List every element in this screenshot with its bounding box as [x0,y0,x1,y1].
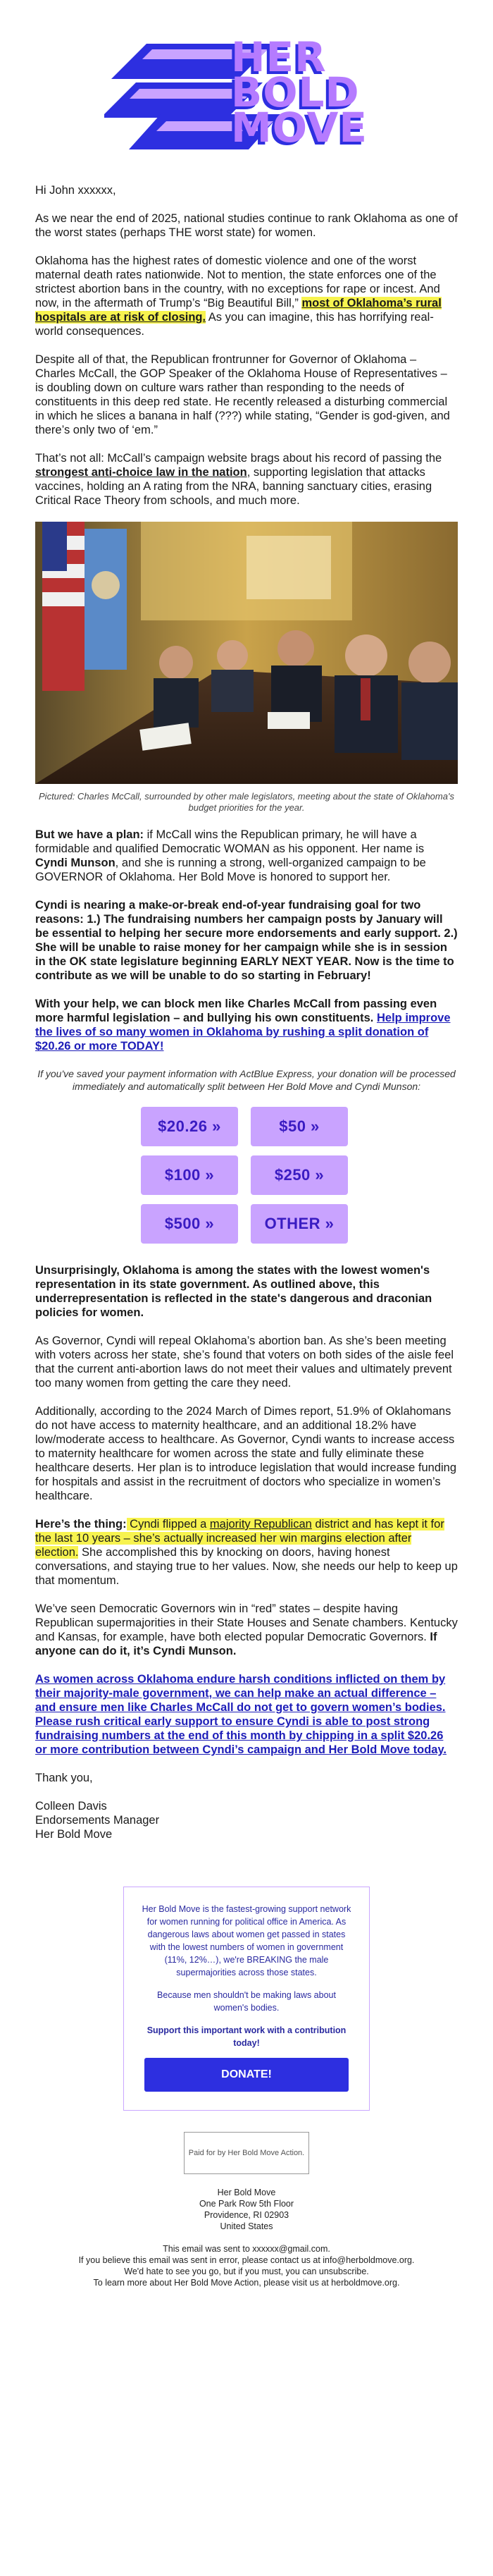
address-line: Providence, RI 02903 [204,2210,289,2220]
legal-footer [0,2243,493,2288]
rural-hospitals-link[interactable]: most of Oklahoma’s rural hospitals are at risk of closing. [35,297,442,324]
paragraph-cta [35,997,458,1053]
donate-50-button[interactable]: $50 » [251,1107,348,1146]
donation-button-grid [141,1107,352,1244]
address-line: United States [220,2221,273,2231]
paragraph-plan [35,828,458,884]
logo-line-1: HER [231,33,327,81]
plan-text-2: , and she is running a strong, well-organized campaign to be GOVERNOR of Oklahoma. Her Bold Move is honored to support her. [35,857,426,883]
photo-illustration [35,522,458,784]
flipped-highlight-2: district and has kept it for the last 10 years – she’s actually increased her win margins election after election. [35,1518,444,1559]
paid-for-disclaimer: Paid for by Her Bold Move Action. [184,2132,309,2174]
split-donation-link[interactable]: Help improve the lives of so many women in Oklahoma by rushing a split donation of $20.26 or more TODAY! [35,1012,451,1053]
address-line: One Park Row 5th Floor [199,2199,294,2209]
footer-donate-button[interactable]: DONATE! [144,2058,349,2092]
majority-republican-link[interactable]: majority Republican [209,1518,312,1531]
mailing-address [0,2187,493,2232]
signature-title: Endorsements Manager [35,1814,160,1827]
paragraph-maternity: Additionally, according to the 2024 March of Dimes report, 51.9% of Oklahomans do not have access to maternity healthcare, and an additional 18.2% have low/moderate access to healthcare. As Governor, Cyndi wants to increase access to maternity healthcare for women across the state and fully eliminate these healthcare deserts. Her plan is to introduce legislation that would increase funding for hospitals and assist in the recruitment of doctors who specialize in women’s healthcare. [35,1405,457,1502]
email-body [0,183,493,1841]
cta-bold: With your help, we can block men like Charles McCall from passing even more harmful legislation – and bullying his own constituents. [35,998,437,1024]
address-line: Her Bold Move [217,2188,276,2197]
paragraph-flipped [35,1517,458,1588]
logo-line-2: BOLD [231,68,360,116]
signature-name: Colleen Davis [35,1800,107,1813]
paragraph-stats [35,254,458,338]
donate-100-button[interactable]: $100 » [141,1155,238,1195]
header-logo-area [0,0,493,183]
legislators-photo [35,522,458,784]
footer-about: Her Bold Move is the fastest-growing support network for women running for political office in America. As dangerous laws about women get passed in states with the lowest numbers of women in government (11%, 12%…), we're BREAKING the male supermajorities across those states. [142,1904,351,1977]
paragraph-representation: Unsurprisingly, Oklahoma is among the states with the lowest women's representation in its state government. As outlined above, this underrepresentation is reflected in the state's dangerous and draconian policies for women. [35,1264,432,1319]
candidate-name: Cyndi Munson [35,857,116,869]
learn-more-line[interactable]: To learn more about Her Bold Move Action, please visit us at herboldmove.org. [93,2278,400,2288]
footer-tagline: Because men shouldn't be making laws about women's bodies. [157,1990,336,2013]
paragraph-intro: As we near the end of 2025, national studies continue to rank Oklahoma as one of the worst states (perhaps THE worst state) for women. [35,212,458,239]
stats-text: Oklahoma has the highest rates of domestic violence and one of the worst maternal death rates nationwide. Not to mention, the state enforces one of the strictest abortion bans in the country, with no exceptions for rape or incest. And now, in the aftermath of Trump’s “Big Beautiful Bill,” [35,254,440,309]
paragraph-mccall: Despite all of that, the Republican frontrunner for Governor of Oklahoma – Charles McCall, the GOP Speaker of the Oklahoma House of Representatives – is doubling down on culture wars rather than responding to the needs of constituents in this deep red state. He recently released a disturbing commercial in which he slices a banana in half (???) while stating, “Gender is god-given, and there’s only two of ‘em.” [35,353,450,436]
anti-choice-law-link[interactable]: strongest anti-choice law in the nation [35,466,247,479]
final-cta-link[interactable]: As women across Oklahoma endure harsh conditions inflicted on them by their majority-male government, we can help make an actual difference – and ensure men like Charles McCall do not get to govern women’s bodies. Please rush critical early support to ensure Cyndi is able to post strong fundraising numbers at the end of this month by chipping in a split $20.26 or more contribution between Cyndi’s campaign and Her Bold Move today. [35,1673,447,1756]
logo-line-3: MOVE [231,104,368,152]
error-contact-line[interactable]: If you believe this email was sent in error, please contact us at info@herboldmove.org. [78,2255,415,2265]
plan-lead: But we have a plan: [35,828,144,841]
greeting: Hi John xxxxxx, [35,184,116,197]
donate-2026-button[interactable]: $20.26 » [141,1107,238,1146]
paragraph-record [35,451,458,508]
flipped-highlight-1: Cyndi flipped a [126,1518,210,1531]
red-states-text: We’ve seen Democratic Governors win in “red” states – despite having Republican supermajorities in their State Houses and Senate chambers. Kentucky and Kansas, for example, have both elected popular Democratic Governors. [35,1602,458,1643]
sent-to-line: This email was sent to xxxxxx@gmail.com. [163,2244,330,2254]
logo-wordmark[interactable] [231,33,414,152]
donate-250-button[interactable]: $250 » [251,1155,348,1195]
record-tail: , supporting legislation that attacks vaccines, holding an A rating from the NRA, banning sanctuary cities, erasing Critical Race Theory from schools, and much more. [35,466,432,507]
paragraph-fundraising-goal: Cyndi is nearing a make-or-break end-of-year fundraising goal for two reasons: 1.) The fundraising numbers her campaign posts by January will be essential to helping her secure more endorsements and early support. 2.) She will be unable to raise money for her campaign while she is in session in the OK state legislature beginning EARLY NEXT YEAR. Now is the time to contribute as we will be unable to do so starting in February! [35,899,458,982]
signature-block [35,1799,458,1841]
stats-tail: As you can imagine, this has horrifying real-world consequences. [35,311,434,338]
flipped-tail: She accomplished this by knocking on doors, having honest conversations, and staying true to her values. Now, she needs our help to keep up that momentum. [35,1546,458,1587]
paragraph-red-states [35,1602,458,1658]
paragraph-final-cta [35,1672,458,1757]
signoff-thanks: Thank you, [35,1772,93,1784]
footer-support-box [123,1887,370,2111]
donate-500-button[interactable]: $500 » [141,1204,238,1244]
record-lead: That’s not all: McCall’s campaign website brags about his record of passing the [35,452,442,465]
footer-support-text: Support this important work with a contribution today! [146,2025,347,2048]
actblue-note: If you've saved your payment information with ActBlue Express, your donation will be processed immediately and automatically split between Her Bold Move and Cyndi Munson: [37,1068,456,1092]
signature-org: Her Bold Move [35,1828,113,1841]
donate-other-button[interactable]: OTHER » [251,1204,348,1244]
flipped-lead: Here’s the thing: [35,1518,127,1531]
red-states-bold: If anyone can do it, it’s Cyndi Munson. [35,1631,437,1657]
photo-caption: Pictured: Charles McCall, surrounded by other male legislators, meeting about the state of Oklahoma's budget priorities for the year. [39,791,454,813]
unsubscribe-line[interactable]: We'd hate to see you go, but if you must, you can unsubscribe. [124,2267,369,2276]
plan-text-1: if McCall wins the Republican primary, he will have a formidable and qualified Democratic WOMAN as his opponent. Her name is [35,828,425,855]
paragraph-abortion-ban: As Governor, Cyndi will repeal Oklahoma’s abortion ban. As she’s been meeting with voters across her state, she’s found that voters on both sides of the aisle feel that the current anti-abortion laws do not meet their values and ultimately prevent too many women from getting the care they need. [35,1335,454,1390]
